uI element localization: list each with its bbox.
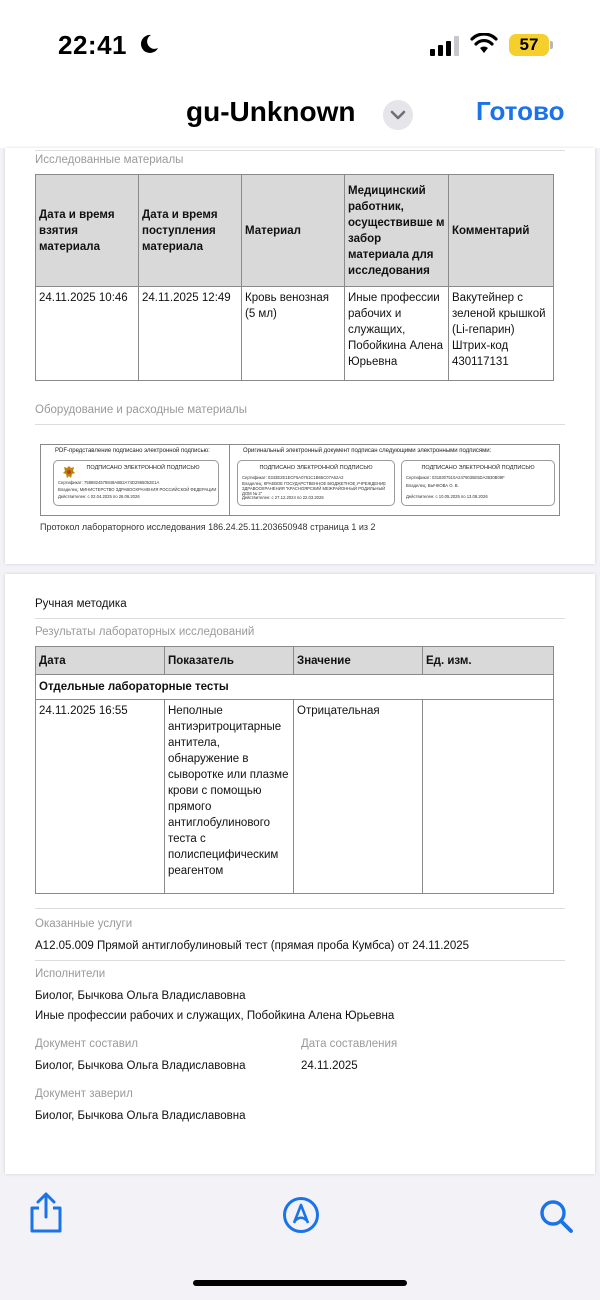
section-results-title: Результаты лабораторных исследований bbox=[35, 626, 255, 638]
section-performers-title: Исполнители bbox=[35, 968, 106, 980]
table-cell: 24.11.2025 16:55 bbox=[36, 700, 165, 894]
markup-icon[interactable] bbox=[282, 1196, 320, 1234]
table-row bbox=[36, 287, 554, 381]
table-row bbox=[36, 700, 554, 894]
document-page-1 bbox=[5, 148, 595, 564]
signature-card-title: ПОДПИСАНО ЭЛЕКТРОННОЙ ПОДПИСЬЮ bbox=[86, 465, 200, 471]
results-table bbox=[35, 646, 554, 894]
signature-card bbox=[237, 460, 395, 506]
table-header: Дата и время взятия материала bbox=[36, 175, 139, 287]
date-label: Дата составления bbox=[301, 1038, 398, 1050]
cellular-signal-icon bbox=[430, 36, 460, 56]
performer-item: Биолог, Бычкова Ольга Владиславовна bbox=[35, 990, 246, 1002]
signature-cert: Сертификат: 0318307510A2479035E5DA3630B09F bbox=[406, 475, 505, 480]
signature-owner: Владелец: КРАЕВОЕ ГОСУДАРСТВЕННОЕ БЮДЖЕТНОЕ УЧРЕЖДЕНИЕ ЗДРАВООХРАНЕНИЯ "КРАСНОЯРСКИЙ МЕЖРАЙОННЫЙ РОДИЛЬНЫЙ ДОМ № 2" bbox=[242, 481, 386, 496]
section-services-title: Оказанные услуги bbox=[35, 918, 133, 930]
divider bbox=[35, 150, 565, 151]
signature-card bbox=[401, 460, 555, 506]
signature-right-heading: Оригинальный электронный документ подписан следующими электронными подписями: bbox=[243, 448, 492, 454]
section-materials-title: Исследованные материалы bbox=[35, 154, 184, 166]
signature-owner: Владелец: БЫЧКОВА О. В. bbox=[406, 483, 459, 488]
divider bbox=[35, 618, 565, 619]
divider bbox=[35, 960, 565, 961]
table-header: Ед. изм. bbox=[423, 647, 554, 675]
divider bbox=[35, 424, 565, 425]
service-item: A12.05.009 Прямой антиглобулиновый тест (прямая проба Кумбса) от 24.11.2025 bbox=[35, 940, 470, 952]
document-page-2 bbox=[5, 574, 595, 1174]
composed-by-label: Документ составил bbox=[35, 1038, 139, 1050]
table-cell: Отрицательная bbox=[294, 700, 423, 894]
signature-card bbox=[53, 460, 219, 506]
table-cell: 24.11.2025 10:46 bbox=[36, 287, 139, 381]
table-header: Медицинский работник, осуществивше м забор материала для исследования bbox=[345, 175, 449, 287]
status-bar bbox=[0, 0, 600, 92]
wifi-icon bbox=[470, 33, 498, 55]
table-header: Дата bbox=[36, 647, 165, 675]
table-cell: Кровь венозная (5 мл) bbox=[242, 287, 345, 381]
date-value: 24.11.2025 bbox=[301, 1060, 358, 1072]
table-group-row bbox=[36, 675, 554, 700]
table-header: Дата и время поступления материала bbox=[139, 175, 242, 287]
table-group-label: Отдельные лабораторные тесты bbox=[36, 675, 554, 700]
section-equipment-title: Оборудование и расходные материалы bbox=[35, 404, 248, 416]
search-icon[interactable] bbox=[538, 1198, 574, 1234]
table-cell bbox=[423, 700, 554, 894]
composed-by-value: Биолог, Бычкова Ольга Владиславовна bbox=[35, 1060, 246, 1072]
performer-item: Иные профессии рабочих и служащих, Побойкина Алена Юрьевна bbox=[35, 1010, 395, 1022]
signature-left-heading: PDF-представление подписано электронной подписью: bbox=[55, 448, 210, 454]
table-cell: Вакутейнер с зеленой крышкой (Li-гепарин) Штрих-код 430117131 bbox=[449, 287, 554, 381]
signature-block bbox=[40, 444, 560, 516]
table-header: Комментарий bbox=[449, 175, 554, 287]
table-header: Материал bbox=[242, 175, 345, 287]
nav-bar bbox=[0, 92, 600, 148]
signature-valid: Действителен: с 10.05.2025 по 13.08.2026 bbox=[406, 494, 488, 499]
verified-by-label: Документ заверил bbox=[35, 1088, 133, 1100]
materials-table bbox=[35, 174, 554, 381]
signature-cert: Сертификат: 7588824578848A8B2A74D2965052E1A bbox=[58, 480, 160, 485]
table-cell: 24.11.2025 12:49 bbox=[139, 287, 242, 381]
signature-cert: Сертификат: 0343E2E1ECF5A0761C1B65C07A62A2 bbox=[242, 475, 344, 480]
home-indicator[interactable] bbox=[193, 1280, 407, 1286]
verified-by-value: Биолог, Бычкова Ольга Владиславовна bbox=[35, 1110, 246, 1122]
status-time: 22:41 bbox=[58, 30, 127, 60]
page-footer: Протокол лабораторного исследования 186.24.25.11.203650948 страница 1 из 2 bbox=[40, 522, 376, 532]
battery-indicator: 57 bbox=[509, 34, 549, 56]
done-button[interactable]: Готово bbox=[476, 96, 565, 126]
table-cell: Неполные антиэритроцитарные антитела, обнаружение в сыворотке или плазме крови с помощью прямого антиглобулинового теста с полиспецифическим реагентом bbox=[165, 700, 294, 894]
table-cell: Иные профессии рабочих и служащих, Побойкина Алена Юрьевна bbox=[345, 287, 449, 381]
table-header: Показатель bbox=[165, 647, 294, 675]
chevron-down-icon[interactable] bbox=[383, 100, 413, 130]
signature-card-title: ПОДПИСАНО ЭЛЕКТРОННОЙ ПОДПИСЬЮ bbox=[421, 465, 535, 471]
signature-card-title: ПОДПИСАНО ЭЛЕКТРОННОЙ ПОДПИСЬЮ bbox=[259, 465, 373, 471]
battery-cap bbox=[550, 41, 553, 49]
table-header: Значение bbox=[294, 647, 423, 675]
signature-valid: Действителен: с 27.12.2024 по 22.03.2026 bbox=[242, 495, 324, 500]
signature-valid: Действителен: с 02.04.2025 по 26.06.2026 bbox=[58, 494, 140, 499]
divider bbox=[35, 908, 565, 909]
document-title[interactable]: gu-Unknown bbox=[186, 96, 356, 127]
signature-divider bbox=[229, 445, 230, 515]
signature-owner: Владелец: МИНИСТЕРСТВО ЗДРАВООХРАНЕНИЯ РОССИЙСКОЙ ФЕДЕРАЦИИ bbox=[58, 487, 217, 492]
method-label: Ручная методика bbox=[35, 598, 127, 610]
moon-icon bbox=[138, 33, 160, 55]
share-icon[interactable] bbox=[28, 1192, 64, 1234]
